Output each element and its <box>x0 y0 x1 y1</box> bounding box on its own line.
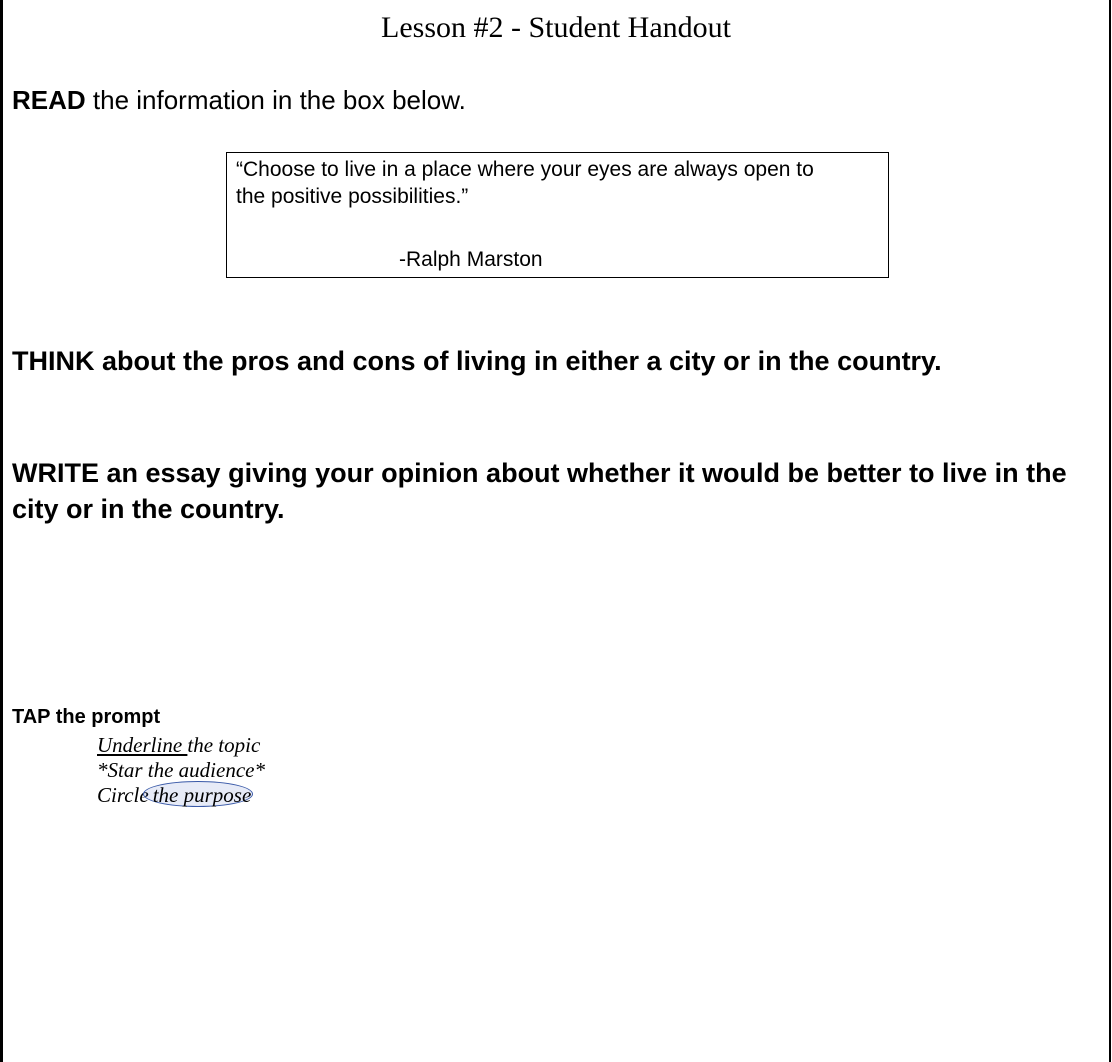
quote-box <box>226 152 889 278</box>
page-border-left <box>0 0 3 1062</box>
write-instruction: WRITE an essay giving your opinion about whether it would be better to live in the city or in the country. <box>12 458 1067 524</box>
tap-star-item: *Star the audience* <box>97 758 265 782</box>
quote-author: -Ralph Marston <box>399 248 543 271</box>
circled-phrase <box>149 783 256 808</box>
tap-title: TAP the prompt <box>12 706 161 728</box>
read-instruction <box>12 84 466 116</box>
read-text: the information in the box below. <box>85 85 466 115</box>
tap-circle-item <box>97 783 255 808</box>
read-keyword: READ <box>12 85 86 115</box>
circle-phrase-text: the purpose <box>152 783 252 807</box>
quote-text: “Choose to live in a place where your eyes are always open to the positive possibilities.” <box>236 158 814 208</box>
page-title: Lesson #2 - Student Handout <box>381 11 731 44</box>
underline-word: Underline <box>97 733 188 757</box>
think-instruction: THINK about the pros and cons of living in either a city or in the country. <box>12 346 942 376</box>
tap-underline-item <box>97 733 260 758</box>
circle-word: Circle <box>97 783 149 807</box>
underline-rest: the topic <box>187 733 261 757</box>
